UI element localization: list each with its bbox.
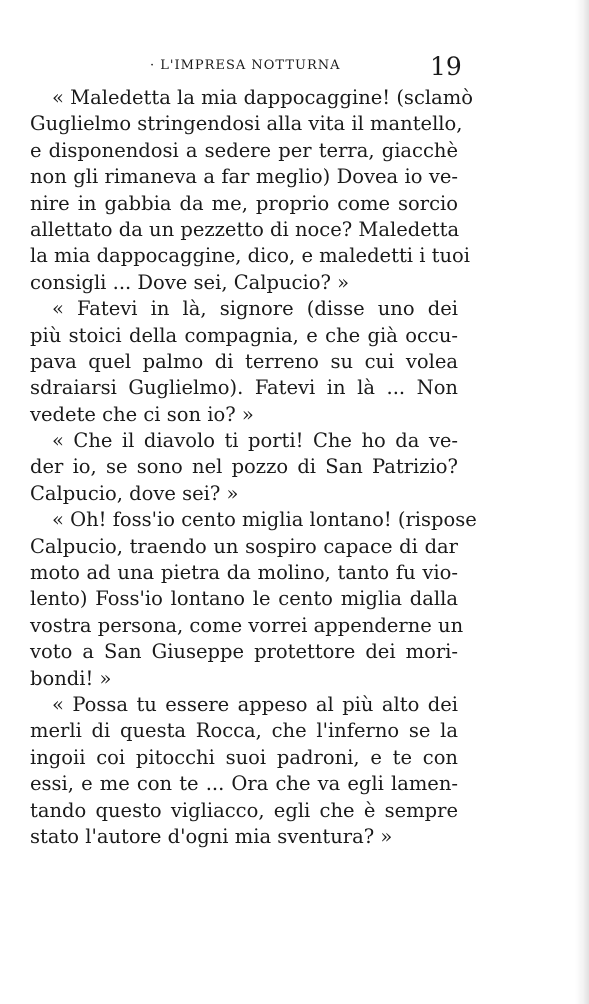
text-line: « Possa tu essere appeso al più alto dei [52,692,458,716]
text-line: la mia dappocaggine, dico, e maledetti i tuoi [30,244,471,268]
text-line: vedete che ci son io? » [30,402,254,426]
text-line: « Maledetta la mia dappocaggine! (sclamò [52,86,473,109]
text-line: bondi! » [30,666,112,690]
text-line: Calpucio, dove sei? » [30,481,239,505]
text-line: ingoii coi pitocchi suoi padroni, e te con [30,745,458,769]
text-line: e disponendosi a sedere per terra, giacchè [30,138,458,162]
text-line: Guglielmo stringendosi alla vita il mantello, [30,112,463,136]
page-edge-shadow [575,0,589,1004]
text-line: Calpucio, traendo un sospiro capace di dar [30,534,458,558]
text-line: tando questo vigliacco, egli che è sempre [30,798,458,822]
text-line: merli di questa Rocca, che l'inferno se la [30,719,458,743]
text-line: der io, se sono nel pozzo di San Patrizio? [30,455,458,479]
text-line: non gli rimaneva a far meglio) Dovea io ve- [30,165,458,189]
text-line: « Che il diavolo ti porti! Che ho da ve- [52,429,458,453]
page-number: 19 [430,52,462,81]
text-line: voto a San Giuseppe protettore dei mori- [30,640,458,664]
text-line: sdraiarsi Guglielmo). Fatevi in là ... Non [30,376,458,400]
running-head: · L'IMPRESA NOTTURNA [150,58,341,73]
text-line: essi, e me con te ... Ora che va egli lamen- [30,772,458,796]
text-line: stato l'autore d'ogni mia sventura? » [30,824,393,848]
text-line: « Fatevi in là, signore (disse uno dei [52,297,458,321]
text-line: vostra persona, come vorrei appenderne un [30,613,464,637]
text-line: consigli ... Dove sei, Calpucio? » [30,270,350,294]
text-line: allettato da un pezzetto di noce? Maledetta [30,217,460,241]
text-line: più stoici della compagnia, e che già occu- [30,323,458,347]
text-line: nire in gabbia da me, proprio come sorcio [30,191,458,215]
text-line: lento) Foss'io lontano le cento miglia dalla [30,587,458,611]
text-line: moto ad una pietra da molino, tanto fu vio- [30,561,458,585]
text-line: « Oh! foss'io cento miglia lontano! (rispose [52,508,477,532]
text-line: pava quel palmo di terreno su cui volea [30,349,458,373]
body-text [30,85,477,850]
